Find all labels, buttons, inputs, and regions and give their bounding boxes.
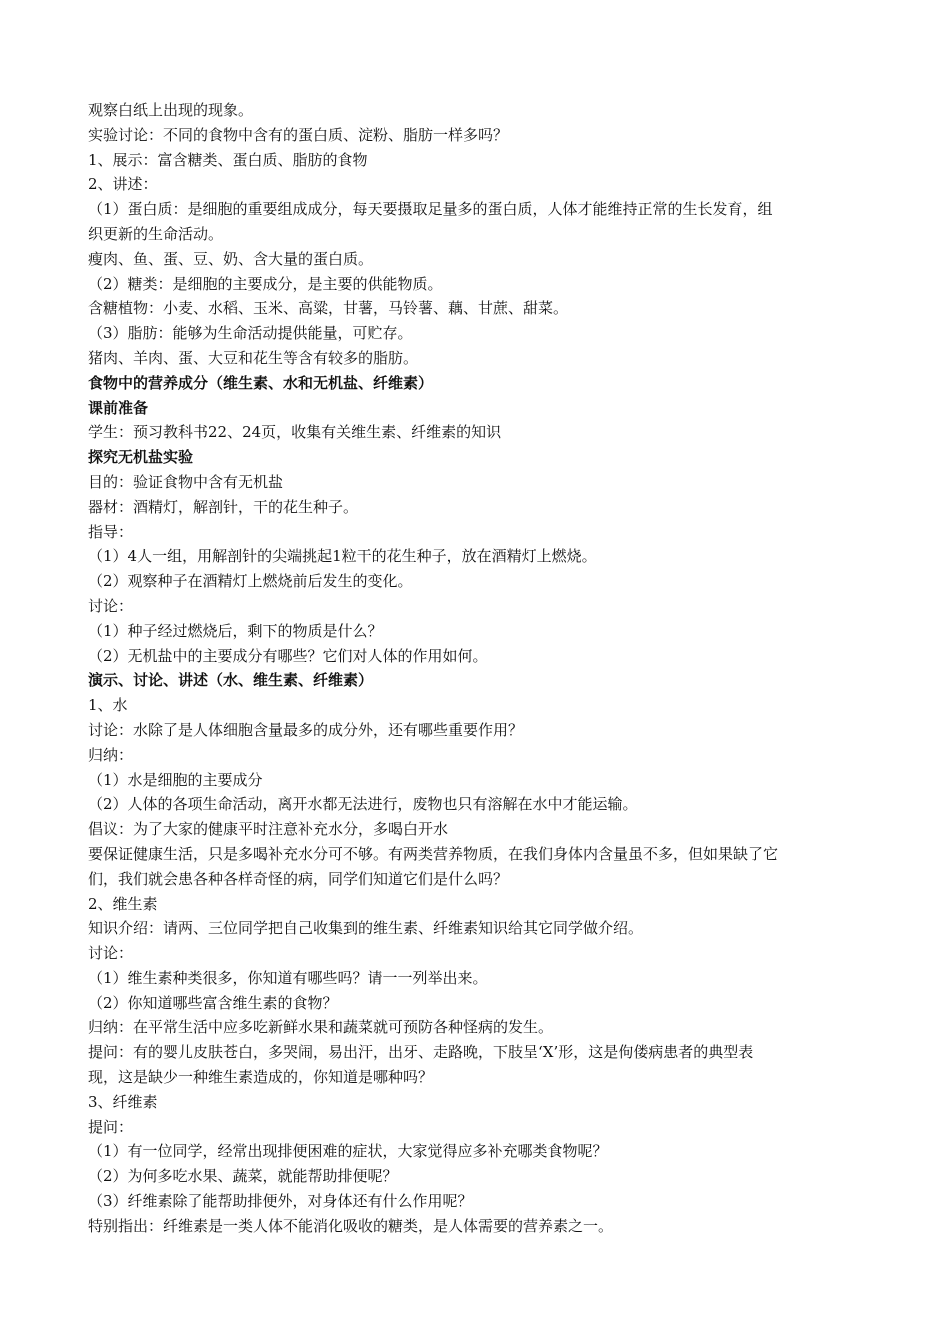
text-line: （1）蛋白质：是细胞的重要组成成分，每天要摄取足量多的蛋白质，人体才能维持正常的生长发育，组 — [88, 200, 773, 219]
text-line: 织更新的生命活动。 — [88, 224, 224, 243]
text-line: （2）人体的各项生命活动，离开水都无法进行，废物也只有溶解在水中才能运输。 — [88, 795, 638, 814]
text-line: 指导： — [88, 522, 134, 541]
text-line: 2、维生素 — [88, 894, 158, 913]
text-line: 讨论： — [88, 944, 134, 963]
text-line: （1）种子经过燃烧后，剩下的物质是什么？ — [88, 621, 383, 640]
text-line: （2）观察种子在酒精灯上燃烧前后发生的变化。 — [88, 572, 413, 591]
text-line: 讨论：水除了是人体细胞含量最多的成分外，还有哪些重要作用？ — [88, 720, 524, 739]
text-line: 归纳：在平常生活中应多吃新鲜水果和蔬菜就可预防各种怪病的发生。 — [88, 1018, 554, 1037]
text-line: 3、纤维素 — [88, 1092, 158, 1111]
text-line: （2）无机盐中的主要成分有哪些？它们对人体的作用如何。 — [88, 646, 488, 665]
text-line: 2、讲述： — [88, 175, 158, 194]
text-line: 1、水 — [88, 696, 128, 715]
section-heading: 探究无机盐实验 — [88, 448, 194, 467]
text-line: 要保证健康生活，只是多喝补充水分可不够。有两类营养物质，在我们身体内含量虽不多，但如果缺了它 — [88, 844, 779, 863]
text-line: 含糖植物：小麦、水稻、玉米、高粱，甘薯，马铃薯、藕、甘蔗、甜菜。 — [88, 299, 569, 318]
text-line: （1）水是细胞的主要成分 — [88, 770, 263, 789]
text-line: （2）你知道哪些富含维生素的食物？ — [88, 993, 338, 1012]
text-line: 学生：预习教科书22、24页，收集有关维生素、纤维素的知识 — [88, 423, 502, 442]
text-line: 现，这是缺少一种维生素造成的，你知道是哪种吗？ — [88, 1068, 434, 1087]
text-line: （1）4人一组，用解剖针的尖端挑起1粒干的花生种子，放在酒精灯上燃烧。 — [88, 547, 597, 566]
text-line: 倡议：为了大家的健康平时注意补充水分，多喝白开水 — [88, 820, 449, 839]
text-line: 目的：验证食物中含有无机盐 — [88, 472, 284, 491]
text-line: 们，我们就会患各种各样奇怪的病，同学们知道它们是什么吗？ — [88, 869, 509, 888]
text-line: 1、展示：富含糖类、蛋白质、脂肪的食物 — [88, 150, 368, 169]
text-line: 提问： — [88, 1117, 134, 1136]
document-body — [88, 98, 868, 1239]
text-line: （2）为何多吃水果、蔬菜，就能帮助排便呢？ — [88, 1167, 398, 1186]
text-line: （2）糖类：是细胞的主要成分，是主要的供能物质。 — [88, 274, 443, 293]
text-line: 观察白纸上出现的现象。 — [88, 101, 254, 119]
section-heading: 课前准备 — [88, 398, 149, 417]
text-line: 提问：有的婴儿皮肤苍白，多哭闹，易出汗，出牙、走路晚，下肢呈‘X’形，这是佝偻病患者的典型表 — [88, 1043, 754, 1062]
text-line: 猪肉、羊肉、蛋、大豆和花生等含有较多的脂肪。 — [88, 348, 419, 367]
text-line: （3）纤维素除了能帮助排便外，对身体还有什么作用呢？ — [88, 1192, 473, 1211]
text-line: 知识介绍：请两、三位同学把自己收集到的维生素、纤维素知识给其它同学做介绍。 — [88, 919, 644, 938]
section-heading: 食物中的营养成分（维生素、水和无机盐、纤维素） — [88, 373, 434, 392]
text-line: （1）有一位同学，经常出现排便困难的症状，大家觉得应多补充哪类食物呢？ — [88, 1142, 608, 1161]
section-heading: 演示、讨论、讲述（水、维生素、纤维素） — [88, 671, 374, 690]
text-line: 特别指出：纤维素是一类人体不能消化吸收的糖类，是人体需要的营养素之一。 — [88, 1216, 614, 1235]
text-line: 讨论： — [88, 596, 134, 615]
text-line: 归纳： — [88, 745, 134, 764]
text-line: 实验讨论：不同的食物中含有的蛋白质、淀粉、脂肪一样多吗？ — [88, 125, 509, 144]
text-line: （1）维生素种类很多，你知道有哪些吗？请一一列举出来。 — [88, 968, 488, 987]
text-line: （3）脂肪：能够为生命活动提供能量，可贮存。 — [88, 324, 413, 343]
text-line: 瘦肉、鱼、蛋、豆、奶、含大量的蛋白质。 — [88, 249, 374, 268]
text-line: 器材：酒精灯，解剖针，干的花生种子。 — [88, 497, 359, 516]
